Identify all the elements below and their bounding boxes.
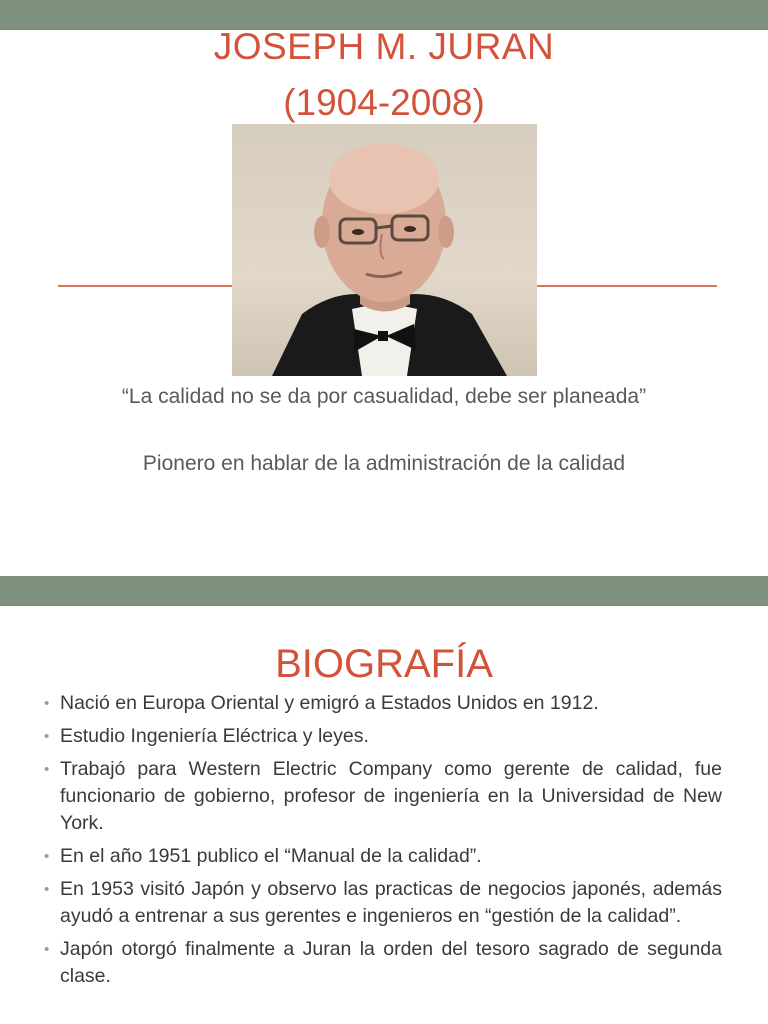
- list-item: [42, 723, 722, 750]
- list-item: [42, 756, 722, 837]
- bullet-icon: •: [44, 941, 50, 958]
- list-item-text: Estudio Ingeniería Eléctrica y leyes.: [60, 725, 369, 747]
- quote-text: “La calidad no se da por casualidad, debe ser planeada”: [121, 385, 647, 408]
- portrait-illustration: [232, 124, 537, 376]
- separator-band: [0, 576, 768, 606]
- list-item: [42, 876, 722, 930]
- list-item: [42, 843, 722, 870]
- bullet-icon: •: [44, 695, 50, 712]
- slide-years: (1904-2008): [283, 82, 485, 123]
- list-item-text: En 1953 visitó Japón y observo las practicas de negocios japonés, además ayudó a entrenar a sus gerentes e ingenieros en “gestión de la calidad”.: [60, 878, 722, 927]
- divider-left: [58, 285, 236, 287]
- slide-subtitle: Pionero en hablar de la administración de la calidad: [142, 452, 626, 475]
- biography-list: [42, 690, 722, 996]
- bullet-icon: •: [44, 728, 50, 745]
- list-item-text: Japón otorgó finalmente a Juran la orden del tesoro sagrado de segunda clase.: [60, 938, 722, 987]
- divider-right: [535, 285, 717, 287]
- list-item: [42, 936, 722, 990]
- list-item: [42, 690, 722, 717]
- bullet-icon: •: [44, 848, 50, 865]
- bullet-icon: •: [44, 761, 50, 778]
- section-heading: BIOGRAFÍA: [275, 642, 493, 686]
- portrait-photo: [232, 124, 537, 376]
- list-item-text: Trabajó para Western Electric Company como gerente de calidad, fue funcionario de gobierno, profesor de ingeniería en la Universidad de New York.: [60, 758, 722, 834]
- slide-title: JOSEPH M. JURAN: [213, 26, 555, 67]
- list-item-text: En el año 1951 publico el “Manual de la calidad”.: [60, 845, 482, 867]
- list-item-text: Nació en Europa Oriental y emigró a Estados Unidos en 1912.: [60, 692, 599, 714]
- bullet-icon: •: [44, 881, 50, 898]
